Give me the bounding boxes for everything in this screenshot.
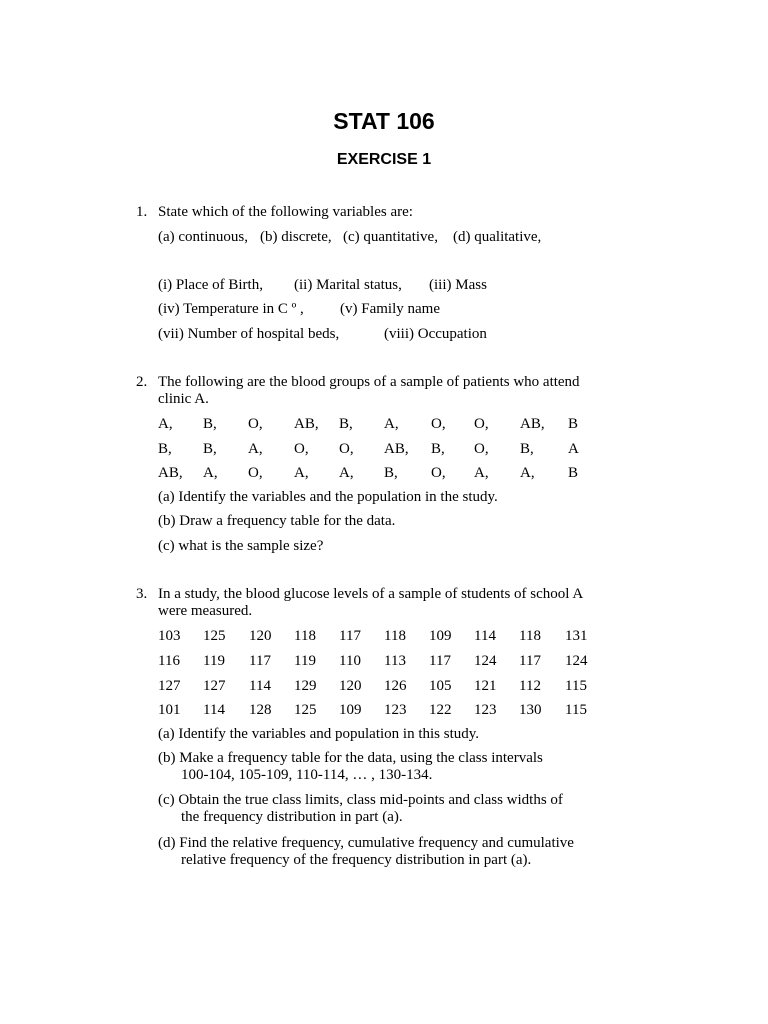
variable-item: (i) Place of Birth, <box>158 277 263 293</box>
blood-group-cell: A, <box>294 465 309 481</box>
glucose-cell: 109 <box>429 628 452 644</box>
blood-group-cell: O, <box>431 465 446 481</box>
variable-item: (vii) Number of hospital beds, <box>158 326 340 342</box>
variable-item: (iv) Temperature in C º , <box>158 301 304 317</box>
question-part-continued: 100-104, 105-109, 110-114, … , 130-134. <box>181 767 433 783</box>
glucose-cell: 114 <box>249 678 271 694</box>
blood-group-cell: B, <box>431 441 445 457</box>
question-part: (b) Make a frequency table for the data, using the class intervals <box>158 750 543 766</box>
blood-group-cell: O, <box>248 465 263 481</box>
glucose-cell: 105 <box>429 678 452 694</box>
question-stem: The following are the blood groups of a sample of patients who attend <box>158 374 580 390</box>
glucose-cell: 119 <box>294 653 316 669</box>
question-number: 3. <box>136 586 148 602</box>
glucose-cell: 122 <box>429 702 452 718</box>
glucose-cell: 127 <box>158 678 181 694</box>
glucose-cell: 120 <box>249 628 272 644</box>
blood-group-cell: O, <box>431 416 446 432</box>
variable-type: (b) discrete, <box>260 229 332 245</box>
question-part: (c) what is the sample size? <box>158 538 324 554</box>
question-stem: were measured. <box>158 603 253 619</box>
question-part: (b) Draw a frequency table for the data. <box>158 513 396 529</box>
glucose-cell: 125 <box>294 702 317 718</box>
question-part: (c) Obtain the true class limits, class mid-points and class widths of <box>158 792 563 808</box>
question-stem: clinic A. <box>158 391 209 407</box>
variable-type: (c) quantitative, <box>343 229 438 245</box>
variable-type: (a) continuous, <box>158 229 248 245</box>
variable-item: (viii) Occupation <box>384 326 487 342</box>
glucose-cell: 117 <box>519 653 541 669</box>
blood-group-cell: B, <box>339 416 353 432</box>
glucose-cell: 126 <box>384 678 407 694</box>
glucose-cell: 121 <box>474 678 497 694</box>
blood-group-cell: O, <box>248 416 263 432</box>
variable-item: (ii) Marital status, <box>294 277 402 293</box>
glucose-cell: 128 <box>249 702 272 718</box>
glucose-cell: 117 <box>249 653 271 669</box>
glucose-cell: 115 <box>565 702 587 718</box>
glucose-cell: 109 <box>339 702 362 718</box>
question-stem: In a study, the blood glucose levels of a sample of students of school A <box>158 586 584 602</box>
question-stem: State which of the following variables are: <box>158 204 413 220</box>
blood-group-cell: A, <box>339 465 354 481</box>
blood-group-cell: A, <box>520 465 535 481</box>
glucose-cell: 124 <box>565 653 588 669</box>
blood-group-cell: A, <box>474 465 489 481</box>
glucose-cell: 101 <box>158 702 181 718</box>
question-part: (a) Identify the variables and the population in the study. <box>158 489 498 505</box>
question-part: (d) Find the relative frequency, cumulative frequency and cumulative <box>158 835 574 851</box>
glucose-cell: 119 <box>203 653 225 669</box>
blood-group-cell: O, <box>294 441 309 457</box>
glucose-cell: 120 <box>339 678 362 694</box>
blood-group-cell: AB, <box>384 441 409 457</box>
question-part-continued: the frequency distribution in part (a). <box>181 809 403 825</box>
glucose-cell: 123 <box>384 702 407 718</box>
blood-group-cell: O, <box>474 441 489 457</box>
glucose-cell: 123 <box>474 702 497 718</box>
question-part: (a) Identify the variables and population in this study. <box>158 726 480 742</box>
variable-item: (v) Family name <box>340 301 440 317</box>
glucose-cell: 125 <box>203 628 226 644</box>
blood-group-cell: AB, <box>520 416 545 432</box>
blood-group-cell: B <box>568 465 579 481</box>
blood-group-cell: A, <box>384 416 399 432</box>
blood-group-cell: B <box>568 416 579 432</box>
question-number: 2. <box>136 374 148 390</box>
blood-group-cell: A, <box>248 441 263 457</box>
glucose-cell: 112 <box>519 678 541 694</box>
variable-item: (iii) Mass <box>429 277 487 293</box>
glucose-cell: 131 <box>565 628 588 644</box>
question-number: 1. <box>136 204 148 220</box>
glucose-cell: 117 <box>339 628 361 644</box>
glucose-cell: 117 <box>429 653 451 669</box>
blood-group-cell: A, <box>158 416 173 432</box>
glucose-cell: 116 <box>158 653 180 669</box>
glucose-cell: 115 <box>565 678 587 694</box>
glucose-cell: 103 <box>158 628 181 644</box>
glucose-cell: 118 <box>384 628 406 644</box>
glucose-cell: 110 <box>339 653 361 669</box>
page-subtitle: EXERCISE 1 <box>336 151 432 168</box>
variable-type: (d) qualitative, <box>453 229 542 245</box>
glucose-cell: 114 <box>203 702 225 718</box>
glucose-cell: 114 <box>474 628 496 644</box>
blood-group-cell: A <box>568 441 579 457</box>
blood-group-cell: AB, <box>294 416 319 432</box>
page-title: STAT 106 <box>333 108 435 134</box>
blood-group-cell: O, <box>474 416 489 432</box>
glucose-cell: 127 <box>203 678 226 694</box>
glucose-cell: 118 <box>294 628 316 644</box>
glucose-cell: 118 <box>519 628 541 644</box>
blood-group-cell: AB, <box>158 465 183 481</box>
blood-group-cell: B, <box>520 441 534 457</box>
blood-group-cell: B, <box>158 441 172 457</box>
blood-group-cell: B, <box>384 465 398 481</box>
blood-group-cell: B, <box>203 416 217 432</box>
glucose-cell: 129 <box>294 678 317 694</box>
question-part-continued: relative frequency of the frequency distribution in part (a). <box>181 852 532 868</box>
blood-group-cell: O, <box>339 441 354 457</box>
blood-group-cell: A, <box>203 465 218 481</box>
glucose-cell: 124 <box>474 653 497 669</box>
glucose-cell: 130 <box>519 702 542 718</box>
glucose-cell: 113 <box>384 653 406 669</box>
blood-group-cell: B, <box>203 441 217 457</box>
